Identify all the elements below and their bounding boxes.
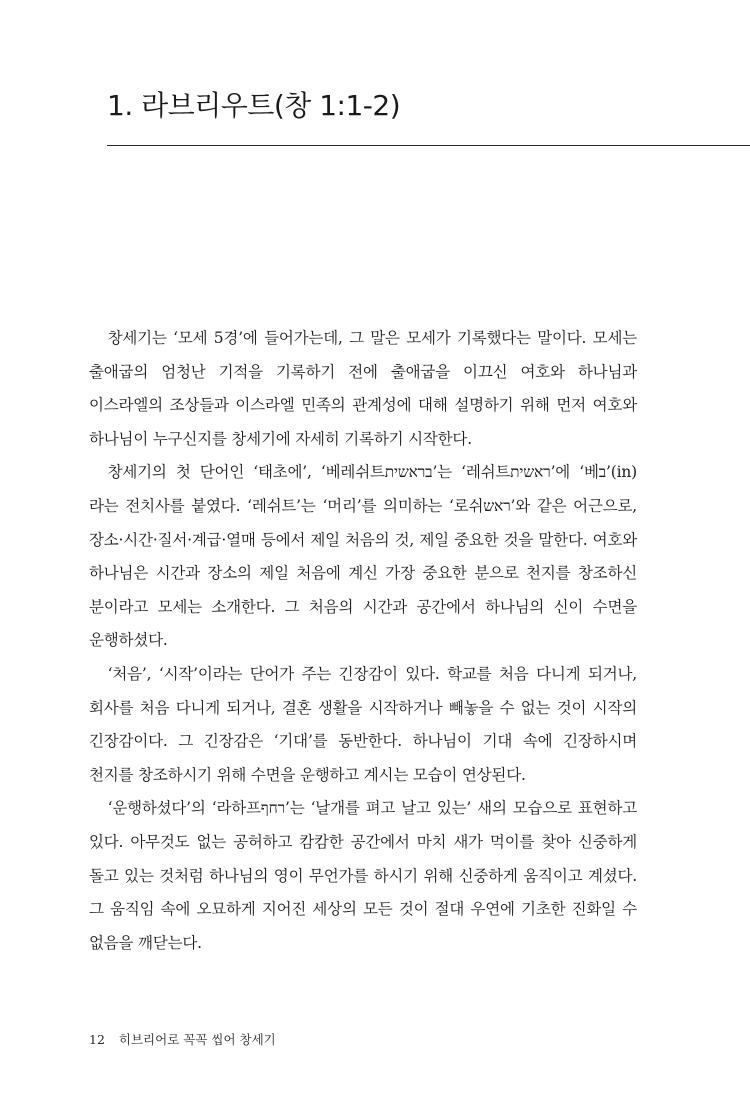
paragraph: 창세기의 첫 단어인 ‘태초에’, ‘베레쉬트בראשית’는 ‘레쉬트ראשית’에 ‘베ב’(in)라는 전치사를 붙였다. ‘레쉬트’는 ‘머리’를 의미하는 ‘로쉬ראש’와 같은 어근으로, 장소·시간·질서·계급·열매 등에서 제일 처음의 것, 제일 중요한 것을 말한다. 여호와 하나님은 시간과 장소의 제일 처음에 계신 가장 중요한 분으로 천지를 창조하신 분이라고 모세는 소개한다. 그 처음의 시간과 공간에서 하나님의 신이 수면을 운행하셨다.: [89, 463, 637, 650]
body-text: [89, 322, 637, 960]
paragraph: ‘운행하셨다’의 ‘라하프רחף’는 ‘날개를 펴고 날고 있는’ 새의 모습으로 표현하고 있다. 아무것도 없는 공허하고 캄캄한 공간에서 마치 새가 먹이를 찾아 신중하게 돌고 있는 것처럼 하나님의 영이 무언가를 하시기 위해 신중하게 움직이고 계셨다. 그 움직임 속에 오묘하게 지어진 세상의 모든 것이 절대 우연에 기초한 진화일 수 없음을 깨닫는다.: [89, 799, 638, 952]
chapter-title: 1. 라브리우트(창 1:1-2): [107, 89, 401, 122]
paragraph: ‘처음’, ‘시작’이라는 단어가 주는 긴장감이 있다. 학교를 처음 다니게 되거나, 회사를 처음 다니게 되거나, 결혼 생활을 시작하거나 빼놓을 수 없는 것이 시작의 긴장감이다. 그 긴장감은 ‘기대’를 동반한다. 하나님이 기대 속에 긴장하시며 천지를 창조하시기 위해 수면을 운행하고 계시는 모습이 연상된다.: [89, 664, 637, 784]
title-divider: [107, 145, 750, 146]
page-footer: [89, 1030, 276, 1048]
page-number: 12: [89, 1032, 105, 1047]
book-title: 히브리어로 꼭꼭 씹어 창세기: [118, 1032, 276, 1047]
paragraph: 창세기는 ‘모세 5경’에 들어가는데, 그 말은 모세가 기록했다는 말이다. 모세는 출애굽의 엄청난 기적을 기록하기 전에 출애굽을 이끄신 여호와 하나님과 이스라엘의 조상들과 이스라엘 민족의 관계성에 대해 설명하기 위해 먼저 여호와 하나님이 누구신지를 창세기에 자세히 기록하기 시작한다.: [89, 329, 637, 448]
